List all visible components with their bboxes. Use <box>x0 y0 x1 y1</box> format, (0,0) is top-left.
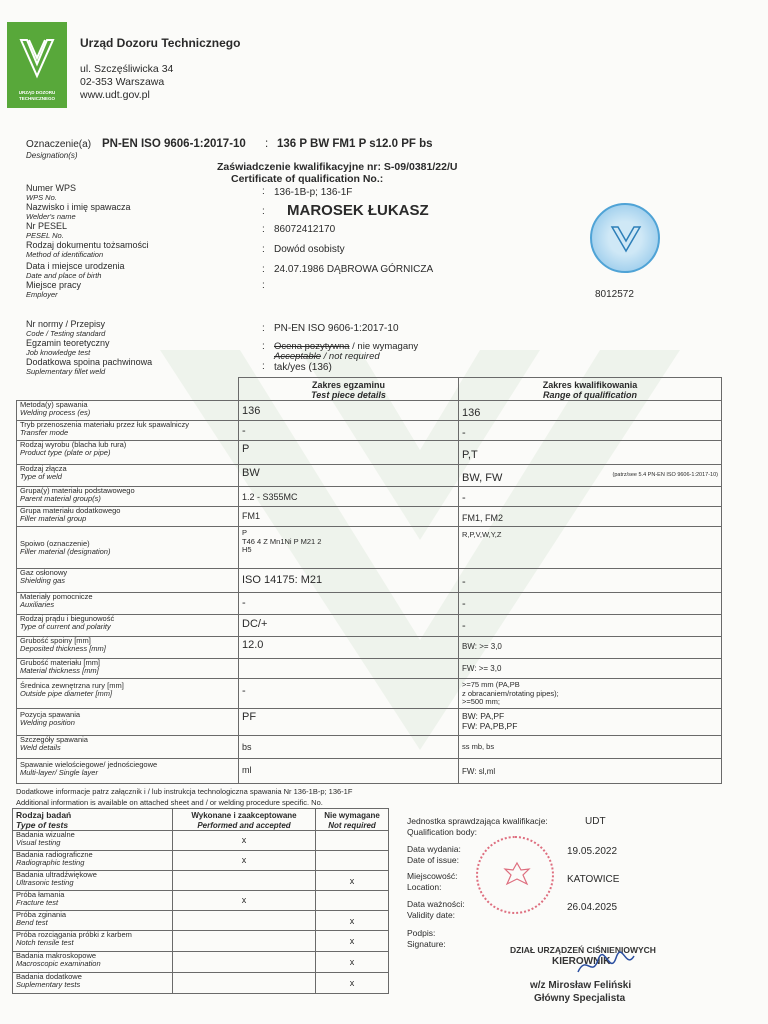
welder-name-value: MAROSEK ŁUKASZ <box>287 202 429 219</box>
designation-label: Oznaczenie(a) <box>26 139 92 150</box>
fillet-label: Dodatkowa spoina pachwinowa <box>26 357 153 367</box>
address-line-1: ul. Szczęśliwicka 34 <box>80 63 174 75</box>
certificate-title-en: Certificate of qualification No.: <box>231 173 384 185</box>
location-label-en: Location: <box>407 882 442 892</box>
stamp-dept: DZIAŁ URZĄDZEŃ CIŚNIENIOWYCH <box>510 945 656 955</box>
table-row: Pozycja spawania Welding position PF BW: PA,PF FW: PA,PB,PF <box>17 709 722 736</box>
fillet-label-en: Suplementary fillet weld <box>26 367 106 376</box>
website-link[interactable]: www.udt.gov.pl <box>80 89 150 101</box>
signature-label: Podpis: <box>407 928 436 938</box>
issue-date-value: 19.05.2022 <box>567 846 618 857</box>
additional-info-en: Additional information is available on attached sheet and / or welding procedure specific. No. <box>16 798 323 807</box>
table-row: Grupa materiału dodatkowego Filler material group FM1 FM1, FM2 <box>17 507 722 527</box>
address-line-2: 02-353 Warszawa <box>80 76 165 88</box>
issue-date-label-en: Date of issue: <box>407 855 459 865</box>
pesel-label-en: PESEL No. <box>26 231 64 240</box>
head-nr-en: Not required <box>328 820 376 830</box>
head-done: Wykonane i zaakceptowane <box>191 811 297 820</box>
pesel-value: 86072412170 <box>274 224 336 235</box>
body-value: UDT <box>585 816 606 827</box>
table-row: Badania ultradźwiękowe Ultrasonic testing x <box>13 871 389 891</box>
wps-label-en: WPS No. <box>26 193 57 202</box>
badge-number: 8012572 <box>595 289 634 300</box>
issue-date-label: Data wydania: <box>407 844 461 854</box>
birth-label: Data i miejsce urodzenia <box>26 261 125 271</box>
table-row: Spoiwo (oznaczenie) Filler material (designation) P T46 4 Z Mn1Ni P M21 2 H5 R,P,V,W,Y,Z <box>17 527 722 569</box>
id-method-value: Dowód osobisty <box>274 244 345 255</box>
stamp-role: KIEROWNIK <box>552 956 611 967</box>
head-test: Zakres egzaminu <box>311 380 386 390</box>
table-row: Próba zginania Bend test x <box>13 911 389 931</box>
additional-info: Dodatkowe informacje patrz załącznik i / lub instrukcja technologiczna spawania Nr 136-1B-p; 136-1F <box>16 787 353 796</box>
location-value: KATOWICE <box>567 874 620 885</box>
validity-label: Data ważności: <box>407 899 465 909</box>
wps-value: 136-1B-p; 136-1F <box>274 187 353 198</box>
designation-label-en: Designation(s) <box>26 151 78 160</box>
id-method-label-en: Method of identification <box>26 250 104 259</box>
table-row: Grubość materiału [mm] Material thickness [mm] FW: >= 3,0 <box>17 659 722 679</box>
head-type-en: Type of tests <box>16 820 69 830</box>
org-name: Urząd Dozoru Technicznego <box>80 36 241 50</box>
designation-standard: PN-EN ISO 9606-1:2017-10 <box>102 138 246 150</box>
head-range-en: Range of qualification <box>542 390 637 400</box>
head-test-en: Test piece details <box>311 390 386 400</box>
qualification-table <box>16 377 722 784</box>
code-label: Nr normy / Przepisy <box>26 319 106 329</box>
table-row: Badania makroskopowe Macroscopic examination x <box>13 952 389 973</box>
head-nr: Nie wymagane <box>324 811 380 820</box>
table-row: Rodzaj wyrobu (blacha lub rura) Product type (plate or pipe) P P,T <box>17 441 722 465</box>
code-value: PN-EN ISO 9606-1:2017-10 <box>274 323 399 334</box>
knowledge-value-en: Acceptable / not required <box>274 351 380 362</box>
table-row: Gaz osłonowy Shielding gas ISO 14175: M21 - <box>17 569 722 593</box>
logo-caption: URZĄD DOZORU TECHNICZNEGO <box>18 90 56 101</box>
table-header-row <box>17 378 722 401</box>
table-row: Próba łamania Fracture test x <box>13 891 389 911</box>
udt-hologram-seal <box>590 203 660 273</box>
tests-header-row <box>13 809 389 831</box>
head-type: Rodzaj badań <box>16 810 72 820</box>
udt-logo-icon <box>19 36 55 80</box>
stamp-title: Główny Specjalista <box>534 993 626 1004</box>
knowledge-label: Egzamin teoretyczny <box>26 338 110 348</box>
table-row: Średnica zewnętrzna rury [mm] Outside pipe diameter [mm] - >=75 mm (PA,PB z obracaniem/rotating pipes); >=500 mm; <box>17 679 722 709</box>
table-row: Grupa(y) materiału podstawowego Parent material group(s) 1.2 - S355MC - <box>17 487 722 507</box>
table-row: Materiały pomocnicze Auxiliaries - - <box>17 593 722 615</box>
code-label-en: Code / Testing standard <box>26 329 106 338</box>
knowledge-label-en: Job knowledge test <box>26 348 91 357</box>
body-label: Jednostka sprawdzająca kwalifikacje: <box>407 816 548 826</box>
designation-value: 136 P BW FM1 P s12.0 PF bs <box>277 138 433 150</box>
employer-label-en: Employer <box>26 290 58 299</box>
location-label: Miejscowość: <box>407 871 458 881</box>
table-row: Badania dodatkowe Suplementary tests x <box>13 973 389 994</box>
tests-table <box>12 808 389 994</box>
knowledge-value: Ocena pozytywna / nie wymagany <box>274 341 419 352</box>
udt-logo <box>7 22 67 108</box>
table-row: Rodzaj prądu i biegunowość Type of current and polarity DC/+ - <box>17 615 722 637</box>
birth-label-en: Date and place of birth <box>26 271 102 280</box>
welder-name-label-en: Welder's name <box>26 212 76 221</box>
signature-label-en: Signature: <box>407 939 446 949</box>
validity-label-en: Validity date: <box>407 910 456 920</box>
official-round-stamp <box>476 836 554 914</box>
table-row: Grubość spoiny [mm] Deposited thickness [mm] 12.0 BW: >= 3,0 <box>17 637 722 659</box>
table-row: Badania wizualne Visual testing x <box>13 831 389 851</box>
table-row: Próba rozciągania próbki z karbem Notch tensile test x <box>13 931 389 952</box>
table-row: Metoda(y) spawania Welding process (es) 136 136 <box>17 401 722 421</box>
validity-value: 26.04.2025 <box>567 902 618 913</box>
table-row: Rodzaj złącza Type of weld BW BW, FW (patrz/see 5.4 PN-EN ISO 9606-1:2017-10) <box>17 465 722 487</box>
handwritten-signature <box>576 950 636 980</box>
fillet-value: tak/yes (136) <box>274 362 332 373</box>
weld-type-note: (patrz/see 5.4 PN-EN ISO 9606-1:2017-10) <box>612 472 718 478</box>
table-row: Szczegóły spawania Weld details bs ss mb, bs <box>17 736 722 759</box>
hologram-v-icon <box>610 223 642 255</box>
table-row: Tryb przenoszenia materiału przez łuk spawalniczy Transfer mode - - <box>17 421 722 441</box>
id-method-label: Rodzaj dokumentu tożsamości <box>26 240 149 250</box>
wps-label: Numer WPS <box>26 183 77 193</box>
certificate-title: Zaświadczenie kwalifikacyjne nr: S-09/0381/22/U <box>217 161 458 173</box>
employer-label: Miejsce pracy <box>26 280 82 290</box>
pesel-label: Nr PESEL <box>26 221 68 231</box>
table-row: Spawanie wielościegowe/ jednościegowe Multi-layer/ Single layer ml FW: sl,ml <box>17 759 722 784</box>
head-done-en: Performed and accepted <box>197 820 291 830</box>
welder-name-label: Nazwisko i imię spawacza <box>26 202 131 212</box>
birth-value: 24.07.1986 DĄBROWA GÓRNICZA <box>274 264 434 275</box>
head-range: Zakres kwalifikowania <box>542 380 638 390</box>
body-label-en: Qualification body: <box>407 827 477 837</box>
eagle-emblem-icon <box>502 860 532 890</box>
table-row: Badania radiograficzne Radiographic testing x <box>13 851 389 871</box>
stamp-name: w/z Mirosław Feliński <box>530 980 632 991</box>
designation-sep: : <box>265 138 269 150</box>
